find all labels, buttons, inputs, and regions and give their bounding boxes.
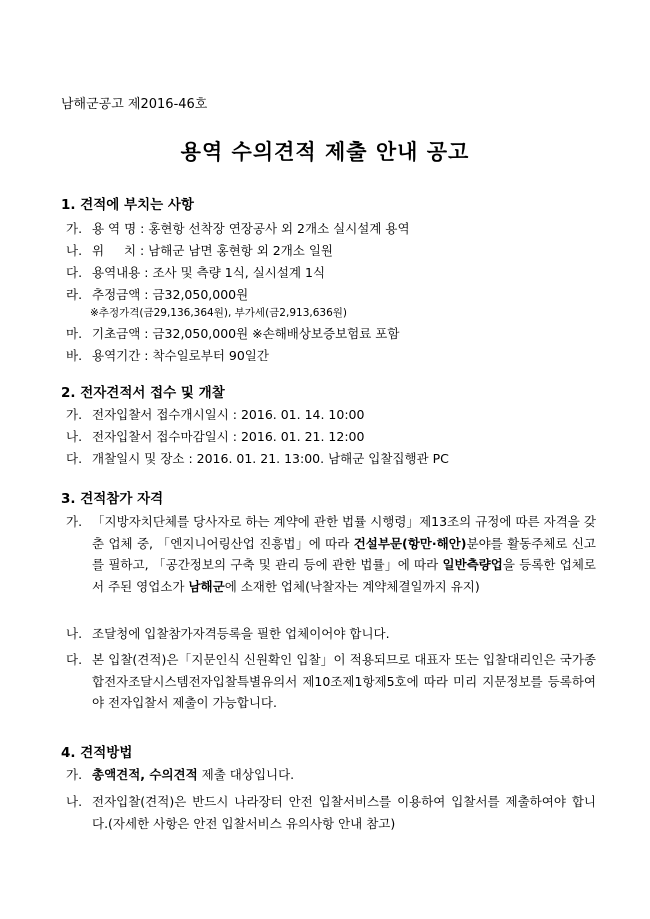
item-text: 제출 대상입니다. bbox=[197, 767, 295, 782]
list-item bbox=[66, 219, 410, 237]
list-item bbox=[66, 405, 364, 423]
item-marker: 마. bbox=[66, 326, 83, 341]
list-item bbox=[66, 791, 596, 834]
text-part: 을 등록한 업체로서 주된 영업소가 bbox=[92, 557, 596, 594]
estimated-price-note: ※추정가격(금29,136,364원), 부가세(금2,913,636원) bbox=[90, 307, 347, 319]
text-part: 분야를 활동주체로 신고를 필하고, 「공간정보의 구축 및 관리 등에 관한 법률」에 따라 bbox=[92, 535, 597, 572]
list-item bbox=[66, 649, 596, 714]
item-marker: 바. bbox=[66, 348, 83, 363]
item-text: 용 역 명 : 홍현항 선착장 연장공사 외 2개소 실시설계 용역 bbox=[92, 221, 410, 236]
list-item bbox=[66, 511, 596, 597]
bold-text: 일반측량업 bbox=[442, 557, 503, 572]
item-marker: 다. bbox=[66, 451, 83, 466]
item-text: 추정금액 : 금32,050,000원 bbox=[92, 287, 249, 302]
item-text: 용역기간 : 착수일로부터 90일간 bbox=[92, 348, 269, 363]
item-marker: 가. bbox=[66, 767, 83, 782]
section-2-heading: 2. 전자견적서 접수 및 개찰 bbox=[61, 385, 225, 401]
item-text: 용역내용 : 조사 및 측량 1식, 실시설계 1식 bbox=[92, 265, 326, 280]
list-item bbox=[66, 263, 325, 281]
list-item bbox=[66, 324, 399, 342]
text-part: 「지방자치단체를 당사자로 하는 계약에 관한 법률 시행령」제13조의 규정에 따른 자격을 갖춘 업체 중, 「엔지니어링산업 진흥법」에 따라 bbox=[92, 514, 596, 551]
list-item bbox=[66, 765, 294, 783]
item-marker: 가. bbox=[66, 407, 83, 422]
item-marker: 다. bbox=[66, 652, 83, 667]
item-marker: 라. bbox=[66, 287, 83, 302]
bold-text: 건설부문(항만·해안) bbox=[353, 535, 467, 551]
notice-number: 남해군공고 제2016-46호 bbox=[61, 97, 208, 112]
item-text: 전자입찰(견적)은 반드시 나라장터 안전 입찰서비스를 이용하여 입찰서를 제출하여야 합니다.(자세한 사항은 안전 입찰서비스 유의사항 안내 참고) bbox=[92, 794, 596, 831]
item-text: 전자입찰서 접수마감일시 : 2016. 01. 21. 12:00 bbox=[92, 429, 365, 444]
text-part: 에 소재한 업체(낙찰자는 계약체결일까지 유지) bbox=[224, 578, 480, 594]
list-item bbox=[66, 241, 333, 259]
section-3-heading: 3. 견적참가 자격 bbox=[61, 491, 164, 507]
item-text: 위 치 : 남해군 남면 홍현항 외 2개소 일원 bbox=[92, 243, 333, 258]
item-marker: 나. bbox=[66, 626, 83, 641]
list-item bbox=[66, 449, 449, 467]
page-title: 용역 수의견적 제출 안내 공고 bbox=[180, 140, 470, 164]
list-item bbox=[66, 346, 269, 364]
section-4-heading: 4. 견적방법 bbox=[61, 745, 133, 761]
list-item bbox=[66, 623, 596, 645]
section-1-heading: 1. 견적에 부치는 사항 bbox=[61, 197, 194, 213]
bold-text: 총액견적, 수의견적 bbox=[92, 767, 198, 782]
list-item bbox=[66, 285, 248, 303]
item-marker: 가. bbox=[66, 514, 83, 529]
item-text: 본 입찰(견적)은「지문인식 신원확인 입찰」이 적용되므로 대표자 또는 입찰대리인은 국가종합전자조달시스템전자입찰특별유의서 제10조제1항제5호에 따라 미리 지문정보를 등록하여야 전자입찰서 제출이 가능합니다. bbox=[92, 652, 596, 710]
item-marker: 나. bbox=[66, 429, 83, 444]
item-text: 개찰일시 및 장소 : 2016. 01. 21. 13:00. 남해군 입찰집행관 PC bbox=[92, 451, 449, 466]
item-marker: 나. bbox=[66, 794, 83, 809]
item-text: 기초금액 : 금32,050,000원 ※손해배상보증보험료 포함 bbox=[92, 326, 400, 341]
bold-text: 남해군 bbox=[188, 578, 225, 594]
item-marker: 가. bbox=[66, 221, 83, 236]
item-marker: 다. bbox=[66, 265, 83, 280]
item-text: 전자입찰서 접수개시일시 : 2016. 01. 14. 10:00 bbox=[92, 407, 365, 422]
item-text: 조달청에 입찰참가자격등록을 필한 업체이어야 합니다. bbox=[92, 626, 390, 641]
item-marker: 나. bbox=[66, 243, 83, 258]
item-text bbox=[92, 511, 596, 597]
list-item bbox=[66, 427, 364, 445]
